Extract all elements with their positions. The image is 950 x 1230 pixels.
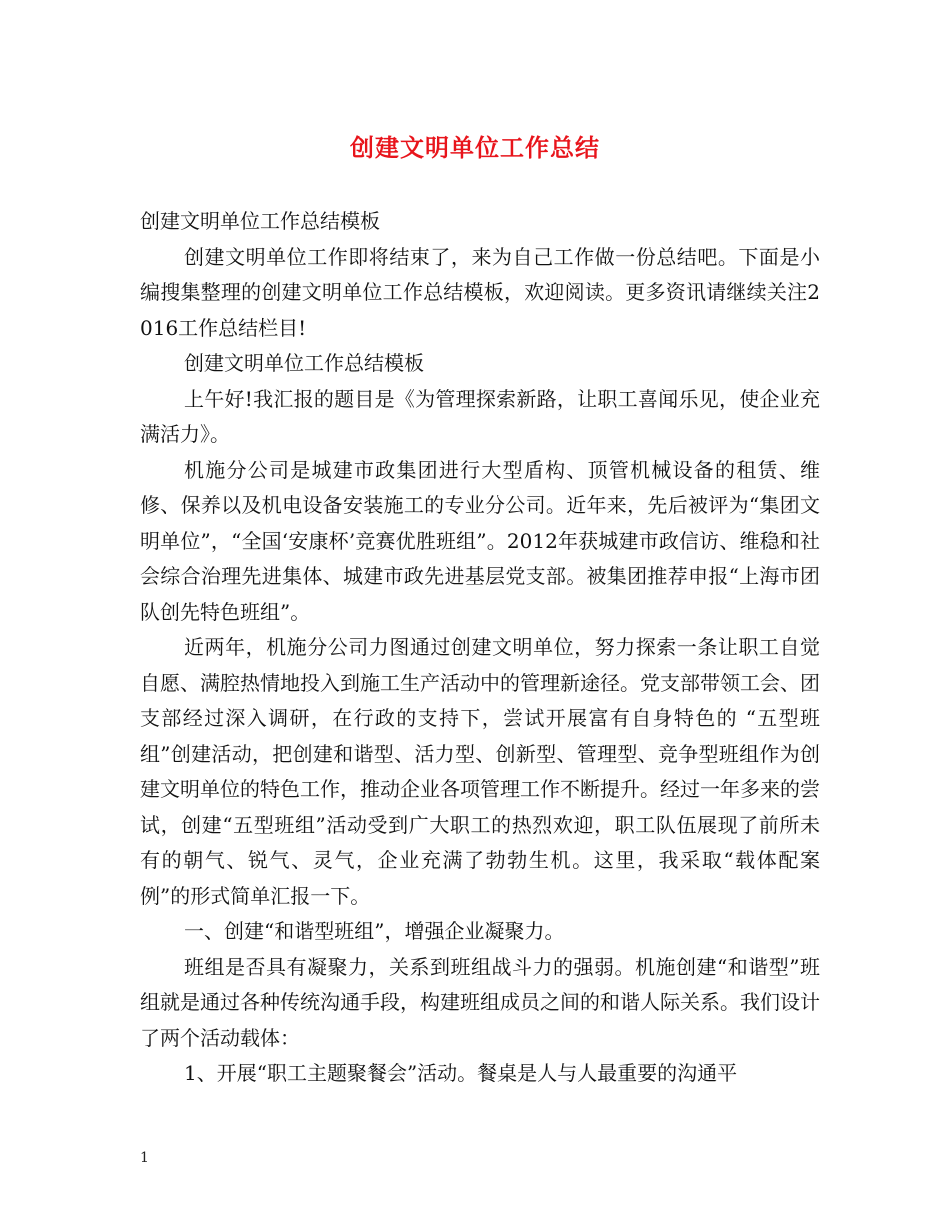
page-number: 1 bbox=[140, 1150, 149, 1166]
paragraph: 班组是否具有凝聚力，关系到班组战斗力的强弱。机施创建“和谐型”班组就是通过各种传统沟通手段，构建班组成员之间的和谐人际关系。我们设计了两个活动载体： bbox=[140, 954, 820, 1050]
document-title: 创建文明单位工作总结 bbox=[350, 133, 600, 162]
paragraph: 创建文明单位工作即将结束了，来为自己工作做一份总结吧。下面是小编搜集整理的创建文明单位工作总结模板，欢迎阅读。更多资讯请继续关注2016工作总结栏目! bbox=[140, 244, 820, 340]
paragraph: 机施分公司是城建市政集团进行大型盾构、顶管机械设备的租赁、维修、保养以及机电设备安装施工的专业分公司。近年来，先后被评为“集团文明单位”，“全国‘安康杯’竞赛优胜班组”。2012年获城建市政信访、维稳和社会综合治理先进集体、城建市政先进基层党支部。被集团推荐申报“上海市团队创先特色班组”。 bbox=[140, 457, 820, 624]
paragraph: 1、开展“职工主题聚餐会”活动。餐桌是人与人最重要的沟通平 bbox=[184, 1061, 738, 1085]
paragraph: 创建文明单位工作总结模板 bbox=[140, 209, 380, 233]
document-body bbox=[140, 204, 820, 1092]
paragraph: 上午好!我汇报的题目是《为管理探索新路，让职工喜闻乐见，使企业充满活力》。 bbox=[140, 386, 820, 446]
paragraph: 近两年，机施分公司力图通过创建文明单位，努力探索一条让职工自觉自愿、满腔热情地投入到施工生产活动中的管理新途径。党支部带领工会、团支部经过深入调研，在行政的支持下，尝试开展富有自身特色的 “五型班组”创建活动，把创建和谐型、活力型、创新型、管理型、竞争型班组作为创建文明单位的特色工作，推动企业各项管理工作不断提升。经过一年多来的尝试，创建“五型班组”活动受到广大职工的热烈欢迎，职工队伍展现了前所未有的朝气、锐气、灵气，企业充满了勃勃生机。这里，我采取“载体配案例”的形式简单汇报一下。 bbox=[140, 635, 820, 908]
paragraph: 创建文明单位工作总结模板 bbox=[184, 351, 424, 375]
paragraph: 一、创建“和谐型班组”，增强企业凝聚力。 bbox=[184, 919, 565, 943]
